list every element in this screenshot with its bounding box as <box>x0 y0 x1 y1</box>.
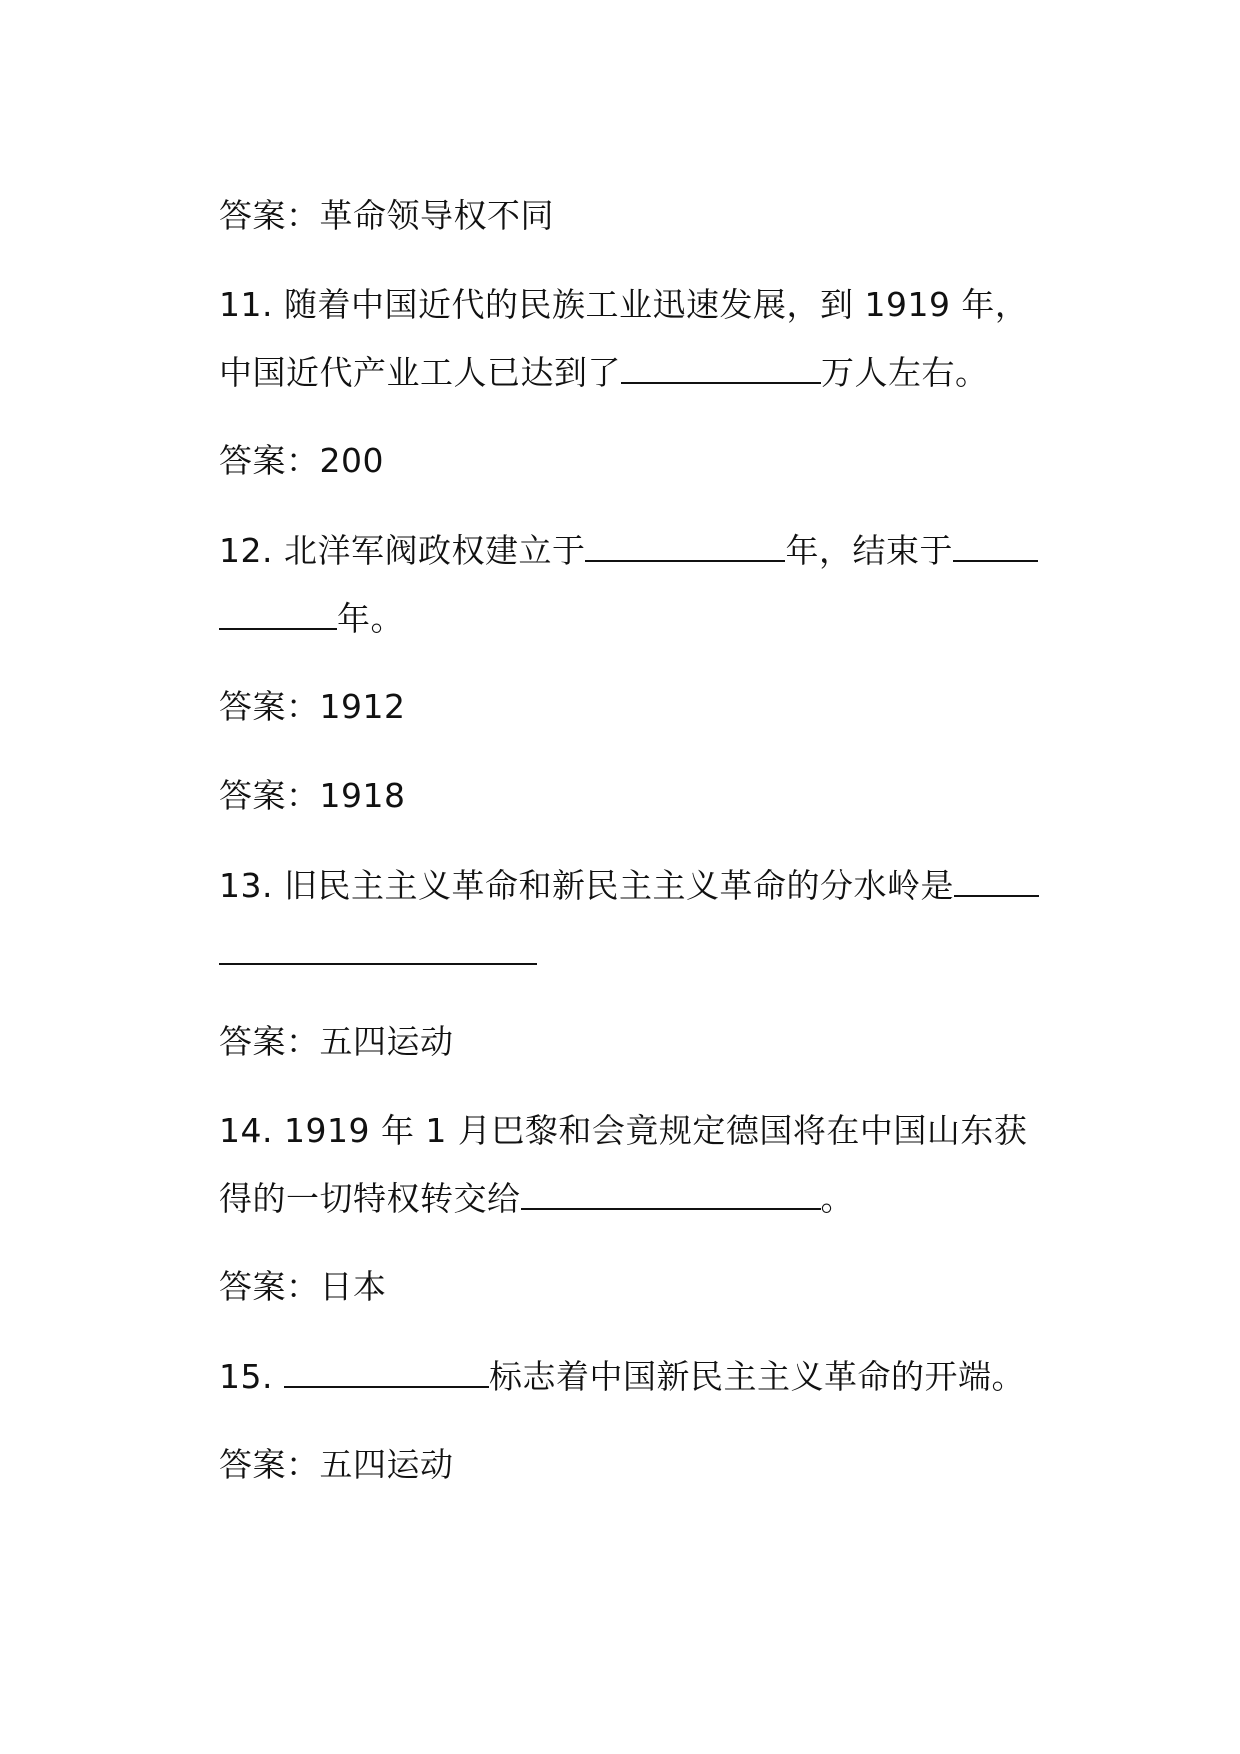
question-text: 标志着中国新民主主义革命的开端。 <box>488 1357 1025 1396</box>
answer-12a <box>219 687 405 727</box>
question-11-line-1: 11. 随着中国近代的民族工业迅速发展，到 1919 年， <box>219 285 1029 324</box>
question-text: 年，结束于 <box>785 531 953 570</box>
answer-text: 五四运动 <box>319 1445 454 1484</box>
question-text: 13. 旧民主主义革命和新民主主义革命的分水岭是 <box>219 866 954 905</box>
question-13-line-1 <box>219 865 1039 906</box>
fill-blank <box>621 352 821 384</box>
answer-text: 200 <box>319 441 384 480</box>
question-11-line-2 <box>219 352 989 393</box>
fill-blank <box>954 865 1039 897</box>
answer-12b <box>219 776 405 816</box>
answer-text: 革命领导权不同 <box>319 196 554 235</box>
answer-prefix: 答案： <box>219 1022 320 1061</box>
question-14-line-2 <box>219 1178 854 1219</box>
answer-15 <box>219 1445 454 1485</box>
answer-prefix: 答案： <box>219 1267 320 1306</box>
question-text: 年。 <box>337 599 404 638</box>
answer-14 <box>219 1267 387 1307</box>
fill-blank <box>953 530 1038 562</box>
question-text: 15. <box>219 1357 284 1396</box>
answer-13 <box>219 1022 454 1062</box>
answer-text: 1912 <box>319 687 406 726</box>
answer-prefix: 答案： <box>219 776 320 815</box>
question-text: 。 <box>820 1179 854 1218</box>
fill-blank <box>219 598 337 630</box>
answer-11 <box>219 441 384 481</box>
question-text: 中国近代产业工人已达到了 <box>219 353 621 392</box>
question-13-line-2 <box>219 933 537 974</box>
question-14-line-1: 14. 1919 年 1 月巴黎和会竟规定德国将在中国山东获 <box>219 1111 1028 1150</box>
fill-blank <box>585 530 785 562</box>
question-15-line-1 <box>219 1356 1025 1397</box>
answer-prefix: 答案： <box>219 1445 320 1484</box>
answer-text: 五四运动 <box>319 1022 454 1061</box>
question-12-line-1 <box>219 530 1038 571</box>
question-text: 12. 北洋军阀政权建立于 <box>219 531 586 570</box>
answer-prefix: 答案： <box>219 441 320 480</box>
question-text: 得的一切特权转交给 <box>219 1179 521 1218</box>
answer-text: 日本 <box>319 1267 387 1306</box>
answer-prefix: 答案： <box>219 196 320 235</box>
fill-blank <box>219 933 537 965</box>
fill-blank <box>284 1356 489 1388</box>
answer-prefix: 答案： <box>219 687 320 726</box>
fill-blank <box>521 1178 821 1210</box>
answer-text: 1918 <box>319 776 406 815</box>
question-text: 万人左右。 <box>821 353 989 392</box>
answer-10 <box>219 196 554 236</box>
question-12-line-2 <box>219 598 404 639</box>
